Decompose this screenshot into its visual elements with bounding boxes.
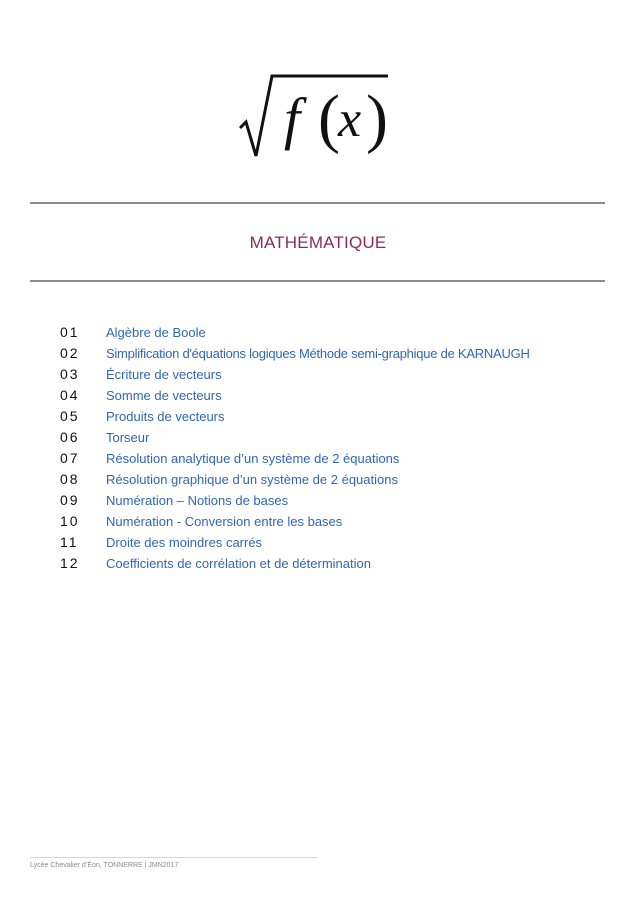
toc-item-11 [0, 532, 636, 553]
toc-item-08 [0, 469, 636, 490]
toc-number: 04 [60, 387, 80, 403]
toc-link-produits-vecteurs[interactable]: Produits de vecteurs [106, 409, 225, 424]
page-title: MATHÉMATIQUE [249, 233, 387, 252]
toc-item-07 [0, 448, 636, 469]
toc-item-04 [0, 385, 636, 406]
sqrt-fx-logo-icon [238, 72, 390, 164]
toc-item-12 [0, 553, 636, 574]
toc-number: 03 [60, 366, 80, 382]
toc-link-numeration-conversion[interactable]: Numération - Conversion entre les bases [106, 514, 343, 529]
toc-number: 09 [60, 492, 80, 508]
toc-item-01 [0, 322, 636, 343]
toc-item-06 [0, 427, 636, 448]
toc-link-resolution-graphique[interactable]: Résolution graphique d’un système de 2 équations [106, 472, 398, 487]
logo-x: x [338, 91, 362, 148]
toc-link-moindres-carres[interactable]: Droite des moindres carrés [106, 535, 263, 550]
toc-link-ecriture-vecteurs[interactable]: Écriture de vecteurs [106, 367, 222, 382]
toc-item-05 [0, 406, 636, 427]
table-of-contents [0, 322, 636, 574]
toc-number: 11 [60, 534, 79, 550]
toc-link-resolution-analytique[interactable]: Résolution analytique d’un système de 2 équations [106, 451, 400, 466]
toc-number: 12 [60, 555, 80, 571]
toc-number: 08 [60, 471, 80, 487]
toc-link-algebre-boole[interactable]: Algèbre de Boole [106, 325, 206, 340]
formula-logo [238, 72, 390, 164]
logo-f: f [284, 86, 301, 151]
toc-number: 02 [60, 345, 80, 361]
toc-link-somme-vecteurs[interactable]: Somme de vecteurs [106, 388, 222, 403]
toc-number: 10 [60, 513, 80, 529]
toc-link-correlation[interactable]: Coefficients de corrélation et de détermination [106, 556, 371, 571]
title-top-rule [30, 202, 605, 204]
toc-item-03 [0, 364, 636, 385]
toc-number: 07 [60, 450, 80, 466]
toc-number: 05 [60, 408, 80, 424]
toc-number: 06 [60, 429, 80, 445]
footer-divider [30, 857, 317, 858]
toc-link-torseur[interactable]: Torseur [106, 430, 150, 445]
page-footer: Lycée Chevalier d’Éon, TONNERRE | JMN2017 [30, 862, 179, 869]
logo-close-paren: ) [366, 82, 388, 155]
title-bottom-rule [30, 280, 605, 282]
logo-open-paren: ( [318, 82, 340, 155]
toc-number: 01 [60, 324, 80, 340]
toc-item-09 [0, 490, 636, 511]
toc-item-10 [0, 511, 636, 532]
toc-item-02 [0, 343, 636, 364]
toc-link-karnaugh[interactable]: Simplification d'équations logiques Méthode semi-graphique de KARNAUGH [106, 346, 530, 361]
toc-link-numeration-notions[interactable]: Numération – Notions de bases [106, 493, 289, 508]
